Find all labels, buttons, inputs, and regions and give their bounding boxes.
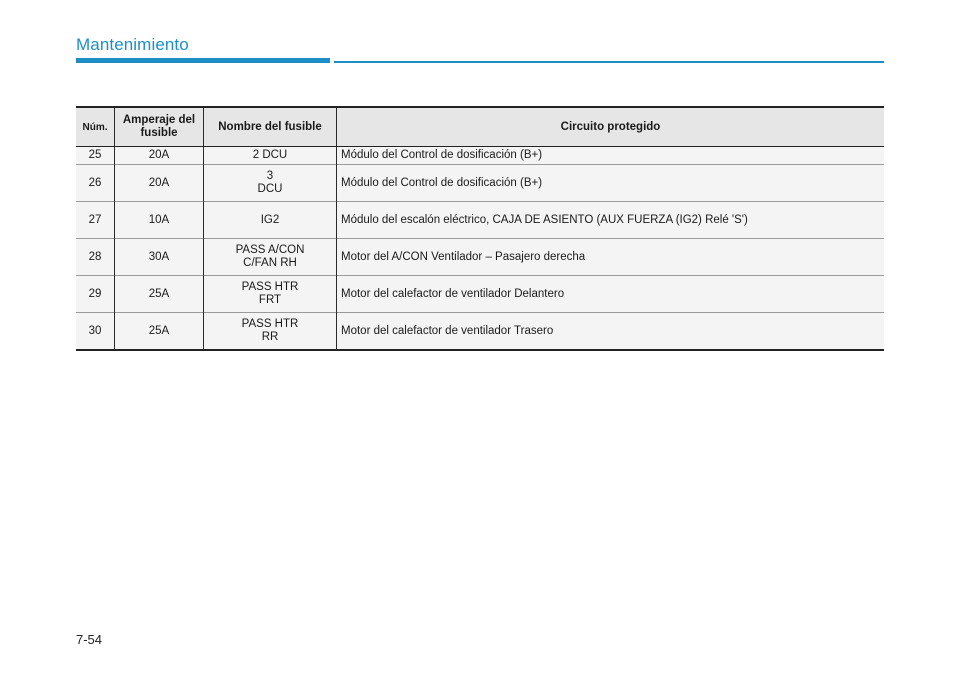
cell-circuit: Módulo del Control de dosificación (B+) — [337, 147, 885, 165]
col-header-fuse-name: Nombre del fusible — [204, 107, 337, 147]
cell-num: 26 — [88, 176, 102, 189]
fuse-name-line: IG2 — [260, 213, 280, 226]
cell-amperage: 30A — [115, 239, 204, 276]
cell-fuse-name — [204, 202, 337, 239]
fuse-name-line: 2 DCU — [252, 149, 288, 161]
cell-fuse-name — [204, 165, 337, 202]
header-rule-thick — [76, 58, 330, 63]
cell-num: 29 — [88, 287, 102, 300]
cell-circuit: Motor del calefactor de ventilador Trasero — [337, 313, 885, 351]
fuse-name-line: 3 — [266, 170, 274, 182]
col-header-num: Núm. — [82, 121, 108, 133]
table-row — [76, 165, 884, 202]
cell-fuse-name — [204, 239, 337, 276]
fuse-name-line: DCU — [257, 183, 283, 195]
header-rule-thin — [334, 61, 884, 63]
table-row — [76, 276, 884, 313]
cell-circuit: Módulo del escalón eléctrico, CAJA DE ASIENTO (AUX FUERZA (IG2) Relé 'S') — [337, 202, 885, 239]
fuse-table — [76, 106, 884, 351]
cell-num: 27 — [88, 213, 102, 226]
cell-num: 25 — [88, 149, 102, 161]
table-row — [76, 147, 884, 165]
table-row — [76, 239, 884, 276]
col-header-circuit: Circuito protegido — [337, 107, 885, 147]
cell-num: 30 — [88, 324, 102, 337]
cell-fuse-name — [204, 147, 337, 165]
cell-circuit: Motor del A/CON Ventilador – Pasajero derecha — [337, 239, 885, 276]
section-title: Mantenimiento — [76, 35, 189, 54]
fuse-name-line: FRT — [258, 294, 282, 306]
fuse-name-line: PASS HTR — [241, 281, 299, 293]
fuse-name-line: C/FAN RH — [243, 257, 297, 269]
cell-amperage: 10A — [115, 202, 204, 239]
fuse-name-line: PASS A/CON — [235, 244, 305, 256]
cell-amperage: 20A — [115, 147, 204, 165]
fuse-name-line: RR — [261, 331, 279, 343]
cell-amperage: 25A — [115, 276, 204, 313]
cell-circuit: Módulo del Control de dosificación (B+) — [337, 165, 885, 202]
table-row — [76, 202, 884, 239]
cell-amperage: 20A — [115, 165, 204, 202]
table-row — [76, 313, 884, 351]
table-header-row — [76, 107, 884, 147]
page-number: 7-54 — [76, 632, 103, 647]
cell-num: 28 — [88, 250, 102, 263]
col-header-amperage: Amperaje del fusible — [115, 107, 204, 147]
cell-amperage: 25A — [115, 313, 204, 351]
cell-circuit: Motor del calefactor de ventilador Delantero — [337, 276, 885, 313]
cell-fuse-name — [204, 276, 337, 313]
cell-fuse-name — [204, 313, 337, 351]
fuse-name-line: PASS HTR — [241, 318, 299, 330]
